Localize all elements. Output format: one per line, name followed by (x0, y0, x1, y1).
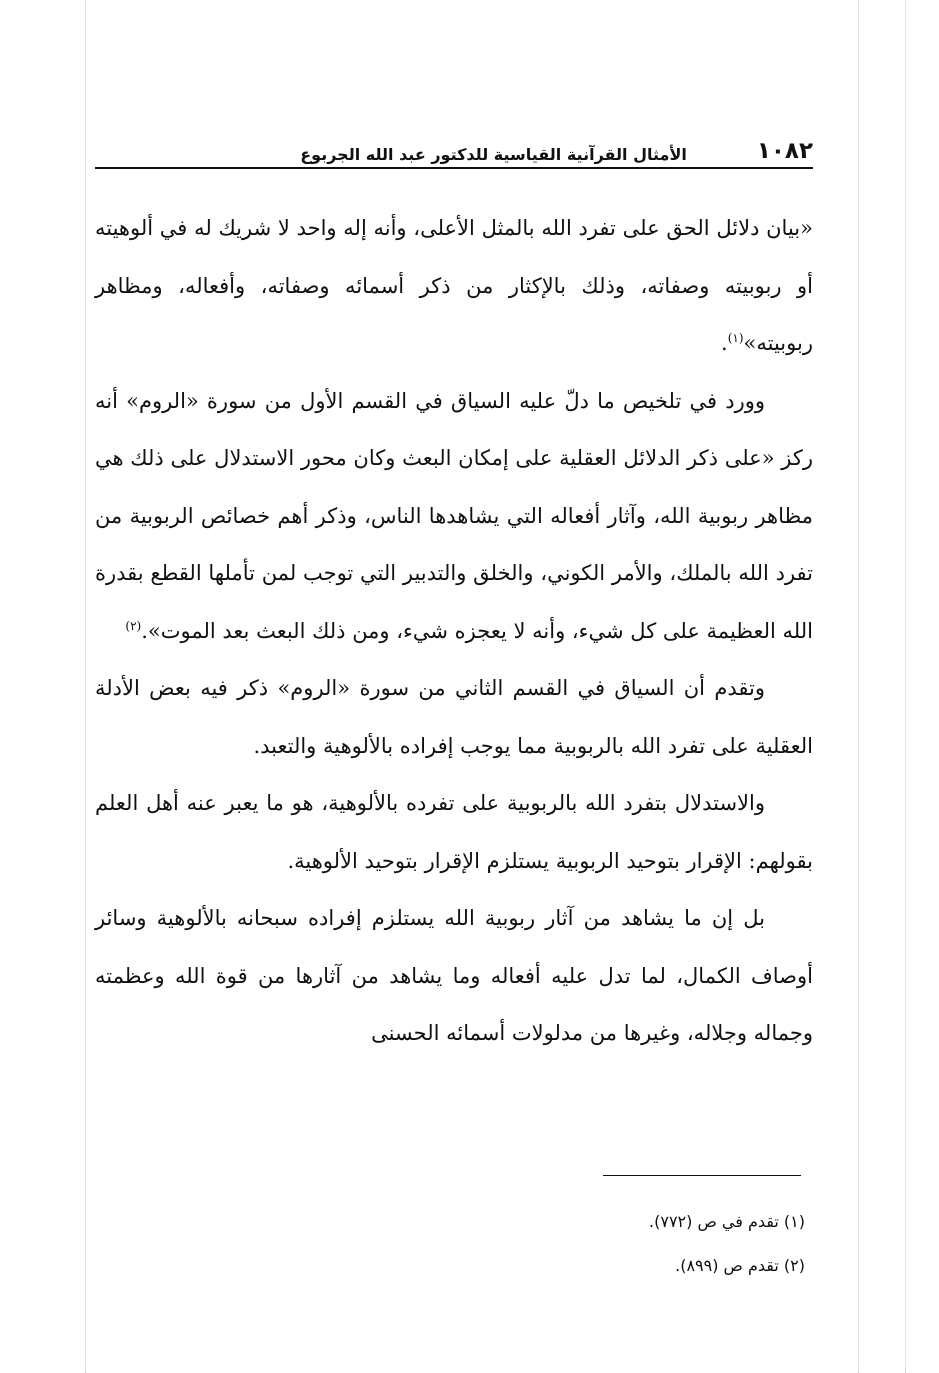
scan-dotted-line (85, 0, 86, 1373)
scan-dotted-line (905, 0, 906, 1373)
footnotes (95, 1200, 805, 1288)
running-title: الأمثال القرآنية القياسية للدكتور عبد الله الجربوع (300, 145, 687, 164)
paragraph: بل إن ما يشاهد من آثار ربوبية الله يستلزم إفراده سبحانه بالألوهية وسائر أوصاف الكمال، لما تدل عليه أفعاله وما يشاهد من آثارها من قوة الله وعظمته وجماله وجلاله، وغيرها من مدلولات أسمائه الحسنى (95, 906, 813, 1045)
paragraph (95, 200, 813, 373)
footnote-ref: (١) (727, 331, 744, 345)
punctuation: . (141, 618, 148, 643)
body-text (95, 200, 813, 1063)
header-rule (95, 167, 813, 169)
punctuation: . (721, 331, 728, 355)
scan-dotted-line (858, 0, 859, 1373)
footnote-rule (603, 1175, 801, 1176)
paragraph: وتقدم أن السياق في القسم الثاني من سورة «الروم» ذكر فيه بعض الأدلة العقلية على تفرد الله بالربوبية مما يوجب إفراده بالألوهية والتعبد. (95, 676, 813, 758)
paragraph-text: «بيان دلائل الحق على تفرد الله بالمثل الأعلى، وأنه إله واحد لا شريك له في ألوهيته أو ربوبيته وصفاته، وذلك بالإكثار من ذكر أسمائه وصفاته، وأفعاله، ومظاهر ربوبيته» (95, 216, 814, 355)
footnote: (١) تقدم في ص (٧٧٢). (649, 1212, 805, 1231)
paragraph (95, 373, 813, 661)
footnote: (٢) تقدم ص (٨٩٩). (675, 1256, 805, 1275)
page-number: ١٠٨٢ (756, 138, 813, 164)
page-header (95, 128, 813, 164)
paragraph-text: وورد في تلخيص ما دلّ عليه السياق في القسم الأول من سورة «الروم» أنه ركز «على ذكر الدلائل العقلية على إمكان البعث وكان محور الاستدلال على ذلك هي مظاهر ربوبية الله، وآثار أفعاله التي يشاهدها الناس، وذكر أهم خصائص الربوبية من تفرد الله بالملك، والأمر الكوني، والخلق والتدبير التي توجب لمن تأملها القطع بقدرة الله العظيمة على كل شيء، وأنه لا يعجزه شيء، ومن ذلك البعث بعد الموت» (95, 388, 813, 643)
paragraph: والاستدلال بتفرد الله بالربوبية على تفرده بالألوهية، هو ما يعبر عنه أهل العلم بقولهم: الإقرار بتوحيد الربوبية يستلزم الإقرار بتوحيد الألوهية. (95, 791, 813, 873)
footnote-ref: (٢) (125, 618, 142, 633)
